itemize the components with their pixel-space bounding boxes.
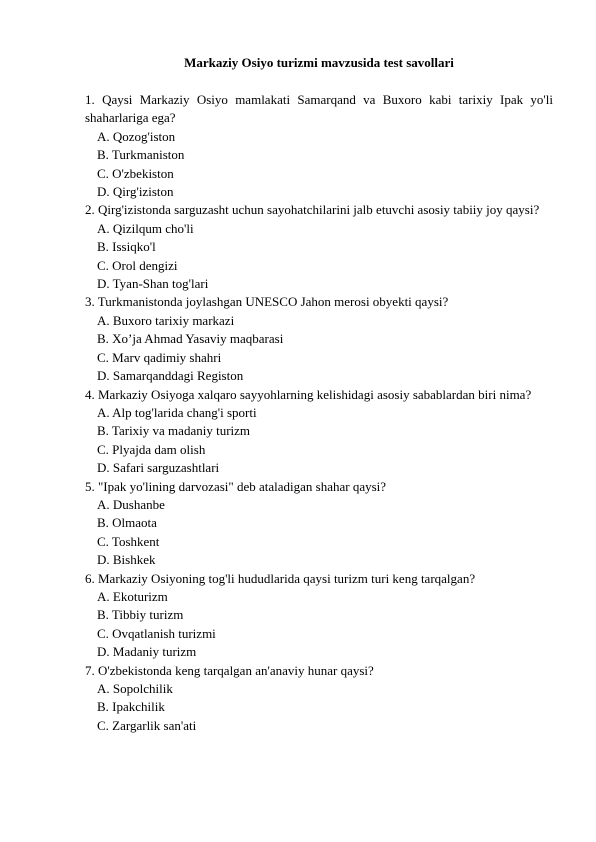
answer-option: D. Qirg'iziston xyxy=(97,184,174,200)
answer-option: C. Zargarlik san'ati xyxy=(97,717,197,733)
answer-option: D. Tyan-Shan tog'lari xyxy=(97,276,209,292)
answer-option: B. Olmaota xyxy=(97,515,157,531)
question-text: 4. Markaziy Osiyoga xalqaro sayyohlarning kelishidagi asosiy sabablardan biri nima? xyxy=(85,386,532,402)
question-block xyxy=(85,201,553,293)
answer-options xyxy=(85,496,553,570)
answer-option: B. Turkmaniston xyxy=(97,147,185,163)
answer-option: D. Bishkek xyxy=(97,552,156,568)
answer-option: D. Safari sarguzashtlari xyxy=(97,460,220,476)
question-text: 2. Qirg'izistonda sarguzasht uchun sayohatchilarini jalb etuvchi asosiy tabiiy joy qaysi? xyxy=(85,202,540,218)
answer-option: C. O'zbekiston xyxy=(97,165,174,181)
answer-option: A. Dushanbe xyxy=(97,496,165,512)
answer-option: D. Madaniy turizm xyxy=(97,644,197,660)
answer-options xyxy=(85,404,553,478)
answer-option: B. Ipakchilik xyxy=(97,699,165,715)
answer-option: A. Alp tog'larida chang'i sporti xyxy=(97,404,257,420)
answer-option: B. Xo’ja Ahmad Yasaviy maqbarasi xyxy=(97,331,284,347)
answer-option: B. Tibbiy turizm xyxy=(97,607,184,623)
answer-option: C. Orol dengizi xyxy=(97,257,178,273)
question-text: 6. Markaziy Osiyoning tog'li hududlarida qaysi turizm turi keng tarqalgan? xyxy=(85,570,476,586)
answer-option: B. Issiqko'l xyxy=(97,239,156,255)
answer-option: C. Ovqatlanish turizmi xyxy=(97,625,216,641)
answer-option: D. Samarqanddagi Registon xyxy=(97,368,244,384)
question-block xyxy=(85,570,553,662)
answer-option: A. Qozog'iston xyxy=(97,128,176,144)
answer-option: C. Toshkent xyxy=(97,533,160,549)
answer-option: A. Ekoturizm xyxy=(97,588,168,604)
answer-options xyxy=(85,128,553,202)
question-text: 5. "Ipak yo'lining darvozasi" deb ataladigan shahar qaysi? xyxy=(85,478,387,494)
document-title: Markaziy Osiyo turizmi mavzusida test savollari xyxy=(184,55,454,70)
question-text: 1. Qaysi Markaziy Osiyo mamlakati Samarqand va Buxoro kabi tarixiy Ipak yo'li shaharlariga ega? xyxy=(85,92,553,126)
question-block xyxy=(85,478,553,570)
answer-options xyxy=(85,220,553,294)
answer-option: C. Marv qadimiy shahri xyxy=(97,349,222,365)
question-text: 3. Turkmanistonda joylashgan UNESCO Jahon merosi obyekti qaysi? xyxy=(85,294,449,310)
answer-options xyxy=(85,588,553,662)
answer-option: A. Buxoro tarixiy markazi xyxy=(97,312,235,328)
question-block xyxy=(85,386,553,478)
question-list xyxy=(85,91,553,735)
answer-options xyxy=(85,680,553,735)
question-block xyxy=(85,662,553,736)
question-block xyxy=(85,91,553,201)
answer-options xyxy=(85,312,553,386)
question-block xyxy=(85,293,553,385)
answer-option: A. Sopolchilik xyxy=(97,681,173,696)
answer-option: B. Tarixiy va madaniy turizm xyxy=(97,423,251,439)
document-page xyxy=(85,55,553,735)
answer-option: C. Plyajda dam olish xyxy=(97,441,206,457)
answer-option: A. Qizilqum cho'li xyxy=(97,220,194,236)
question-text: 7. O'zbekistonda keng tarqalgan an'anaviy hunar qaysi? xyxy=(85,662,374,678)
